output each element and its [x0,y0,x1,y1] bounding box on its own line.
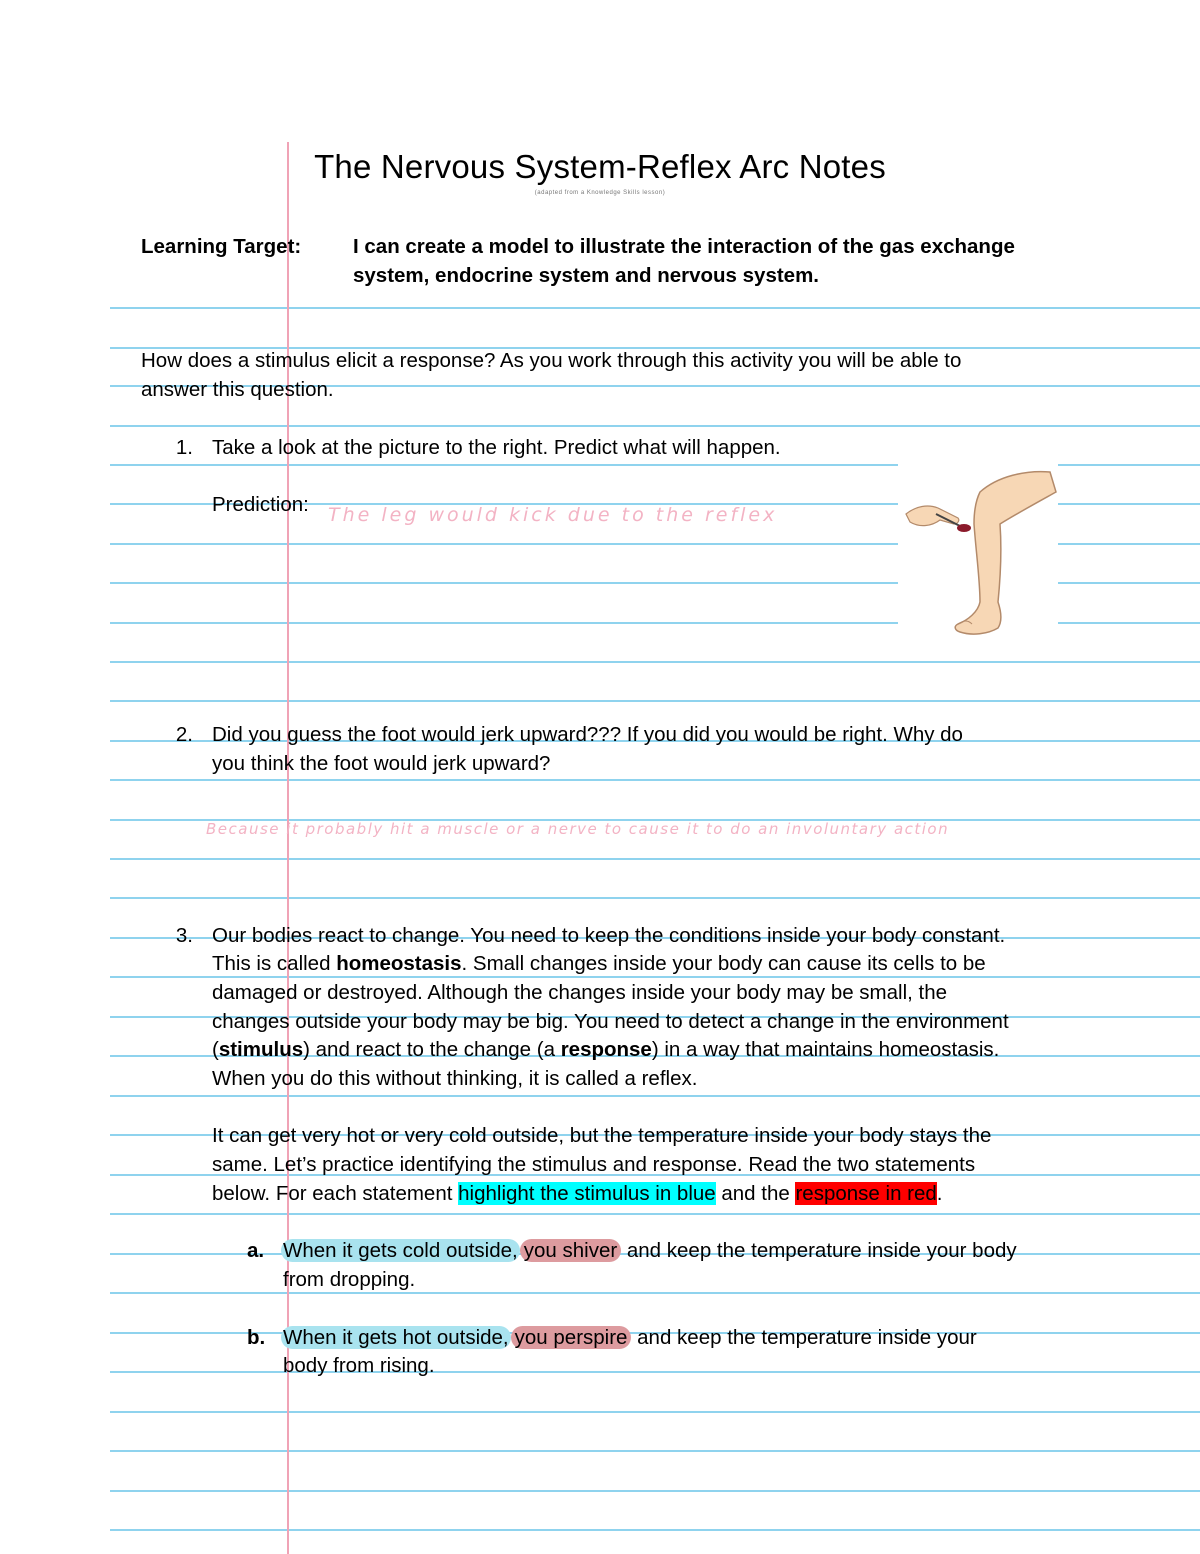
statement-b-line-1: When it gets hot outside, you perspire and keep the temperature inside your [283,1326,977,1349]
q3-p2-line-2: same. Let’s practice identifying the stimulus and response. Read the two statements [212,1153,976,1176]
intro-line-2: answer this question. [141,378,334,401]
knee-reflex-leg-icon [898,462,1058,647]
q3-line-6: When you do this without thinking, it is called a reflex. [212,1067,698,1090]
q3-p2-line-3: below. For each statement highlight the stimulus in blue and the response in red. [212,1182,943,1205]
prediction-label: Prediction: [212,493,309,516]
statement-b-line-2: body from rising. [283,1354,435,1377]
q3-line-5: (stimulus) and react to the change (a response) in a way that maintains homeostasis. [212,1038,1000,1061]
response-red-highlight: response in red [795,1182,937,1205]
learning-target-line-1: I can create a model to illustrate the interaction of the gas exchange [353,235,1015,258]
statement-b-label: b. [247,1326,266,1349]
statement-b-stimulus: When it gets hot outside, [283,1326,509,1349]
intro-line-1: How does a stimulus elicit a response? As you work through this activity you will be able to [141,349,962,372]
q3-p2-line-1: It can get very hot or very cold outside, but the temperature inside your body stays the [212,1124,992,1147]
statement-a-line-2: from dropping. [283,1268,416,1291]
page-subtitle: (adapted from a Knowledge Skills lesson) [534,190,666,196]
q3-line-4: changes outside your body may be big. You need to detect a change in the environment [212,1010,1009,1033]
question-1-number: 1. [175,436,193,459]
statement-a-line-1: When it gets cold outside, you shiver and keep the temperature inside your body [283,1239,1017,1262]
page-title: The Nervous System-Reflex Arc Notes [314,148,886,185]
q3-line-2: This is called homeostasis. Small changes inside your body can cause its cells to be [212,952,986,975]
knee-reflex-image [898,462,1058,647]
stimulus-term: stimulus [218,1038,304,1061]
statement-a-stimulus: When it gets cold outside, [283,1239,518,1262]
learning-target-label: Learning Target: [141,235,302,258]
stimulus-blue-highlight: highlight the stimulus in blue [458,1182,716,1205]
q3-line-1: Our bodies react to change. You need to keep the conditions inside your body constant. [212,924,1006,947]
question-2-line-1: Did you guess the foot would jerk upward??? If you did you would be right. Why do [212,723,963,746]
q3-line-3: damaged or destroyed. Although the changes inside your body may be small, the [212,981,948,1004]
question-1-text: Take a look at the picture to the right. Predict what will happen. [212,436,781,459]
question-2-line-2: you think the foot would jerk upward? [212,752,551,775]
statement-a-response: you shiver [520,1239,621,1262]
statement-b-response: you perspire [511,1326,632,1349]
learning-target-line-2: system, endocrine system and nervous system. [353,264,820,287]
statement-a-label: a. [247,1239,265,1262]
response-term: response [560,1038,652,1061]
handwritten-prediction: The leg would kick due to the reflex [328,504,778,526]
handwritten-answer: Because it probably hit a muscle or a nerve to cause it to do an involuntary action [206,820,950,838]
question-2-number: 2. [175,723,193,746]
homeostasis-term: homeostasis [336,952,462,975]
question-3-number: 3. [175,924,193,947]
